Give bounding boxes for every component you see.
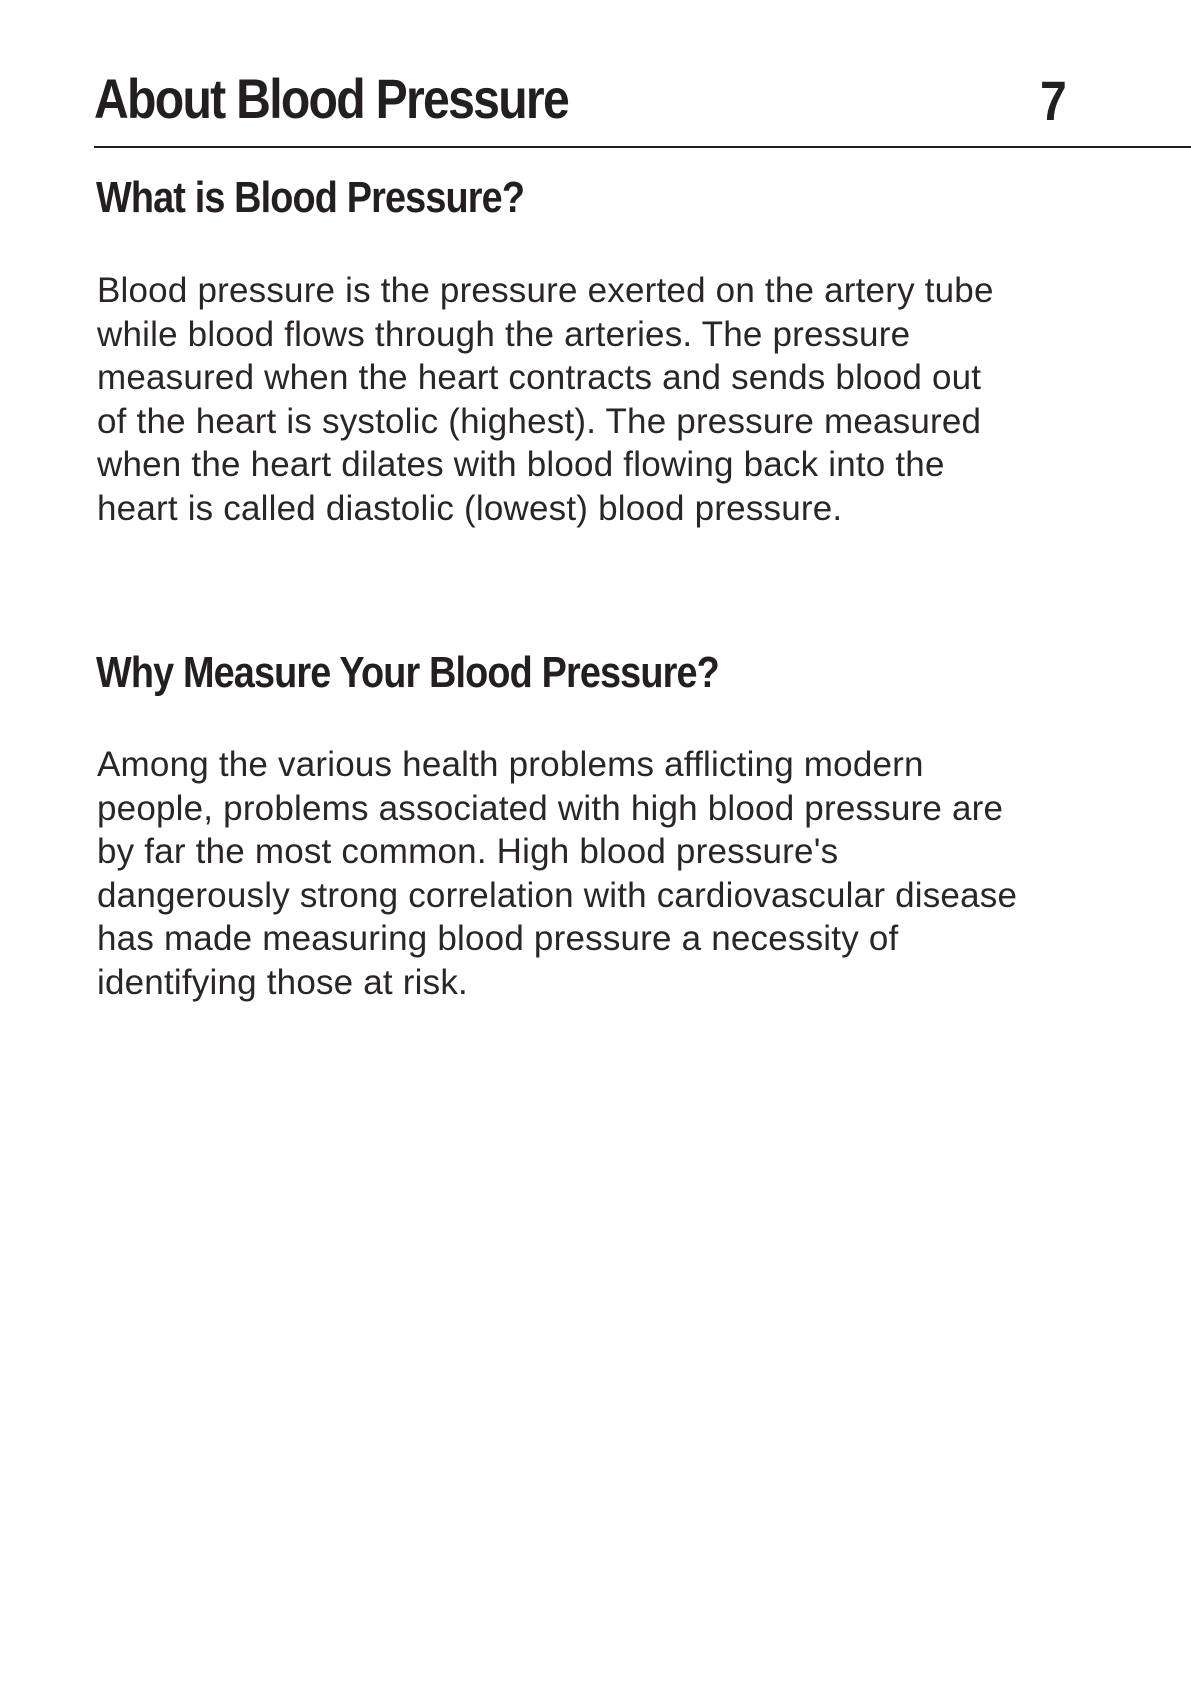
page-title: About Blood Pressure [94, 67, 569, 130]
body-line: Blood pressure is the pressure exerted on the artery tube [97, 271, 994, 310]
page-header [94, 56, 1191, 148]
body-line: of the heart is systolic (highest). The pressure measured [97, 401, 982, 441]
section-heading-what-is-blood-pressure: What is Blood Pressure? [96, 173, 525, 222]
body-line: by far the most common. High blood pressure's [97, 832, 839, 871]
section-body-why-measure [97, 743, 1087, 1004]
body-line: measured when the heart contracts and sends blood out [97, 358, 982, 397]
body-line: Among the various health problems afflicting modern [97, 745, 924, 784]
body-line: while blood flows through the arteries. The pressure [97, 314, 911, 354]
body-line: identifying those at risk. [97, 962, 468, 1002]
section-body-what-is-blood-pressure [97, 269, 1087, 530]
body-line: has made measuring blood pressure a necessity of [97, 919, 899, 958]
body-line: when the heart dilates with blood flowing back into the [97, 445, 945, 484]
body-line: heart is called diastolic (lowest) blood pressure. [97, 488, 843, 528]
page-number: 7 [1040, 69, 1067, 132]
section-heading-why-measure: Why Measure Your Blood Pressure? [96, 648, 719, 697]
body-line: dangerously strong correlation with cardiovascular disease [97, 875, 1018, 915]
body-line: people, problems associated with high blood pressure are [97, 788, 1004, 828]
